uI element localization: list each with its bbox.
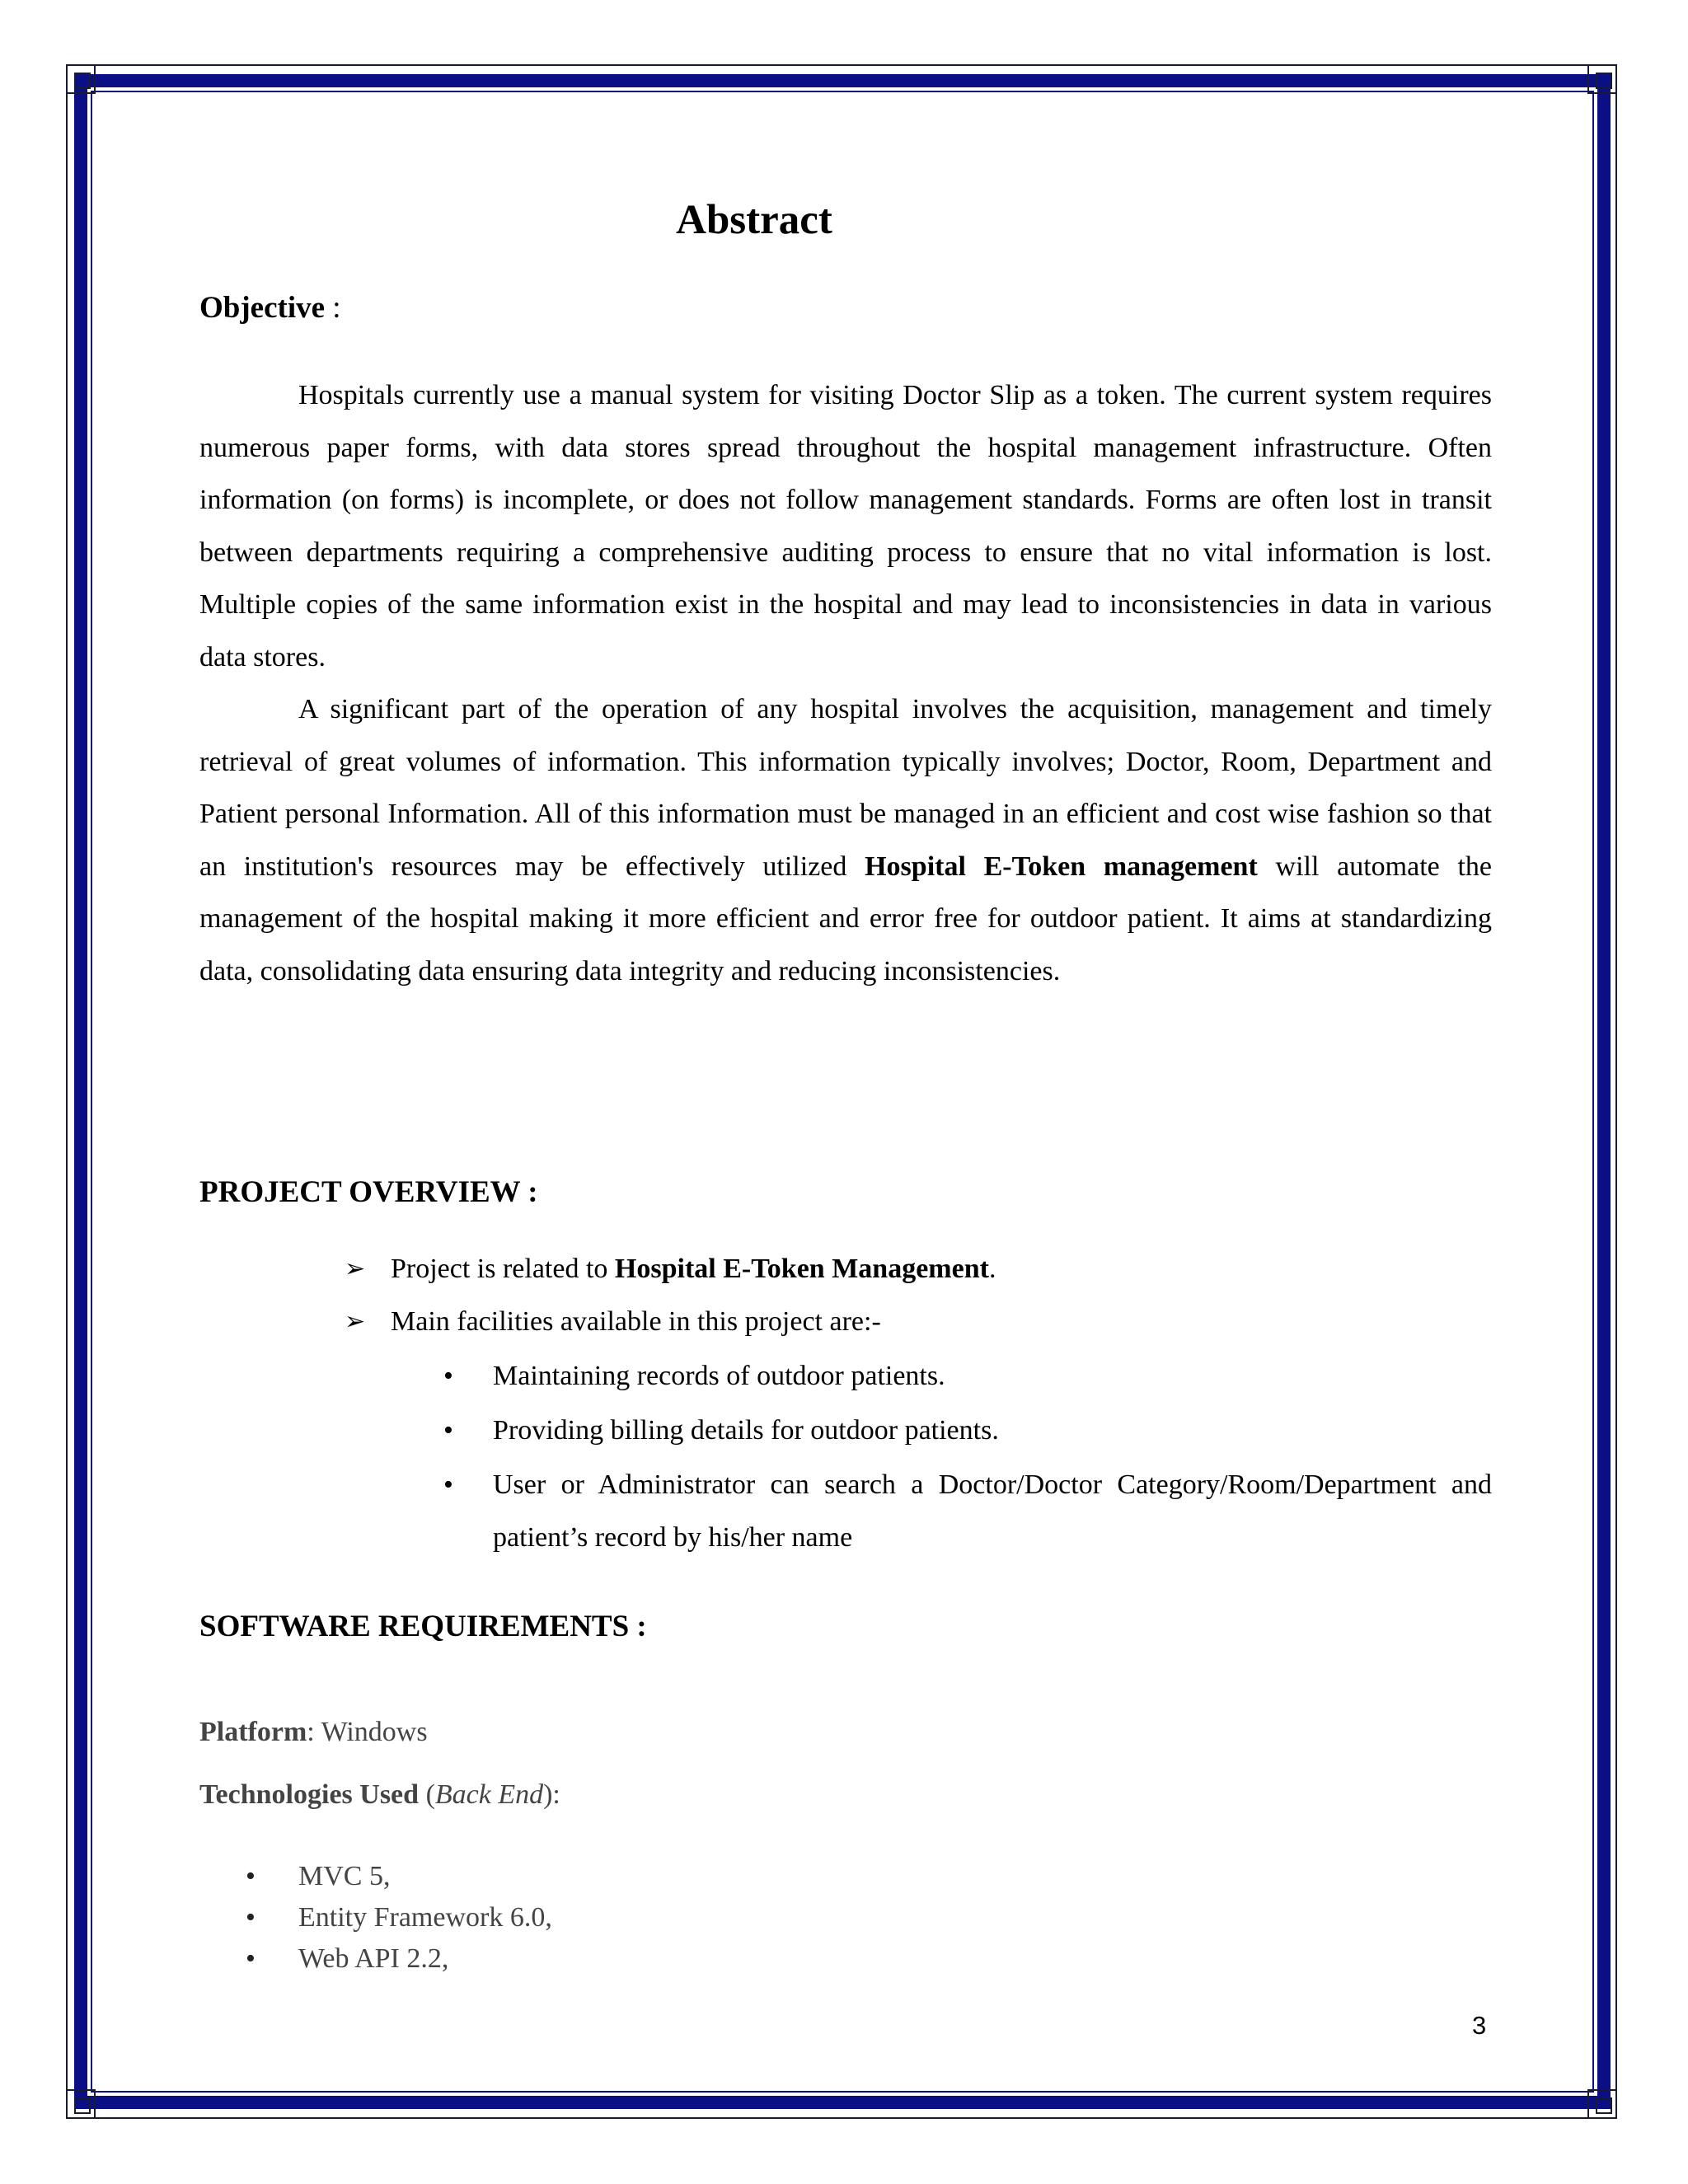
page-title: Abstract: [676, 197, 832, 243]
technology-item-text: Entity Framework 6.0,: [298, 1902, 552, 1933]
facility-item: [443, 1404, 1492, 1457]
overview-item-facilities-text: Main facilities available in this project are:-: [391, 1306, 881, 1337]
technologies-line: [199, 1779, 560, 1811]
objective-heading-colon: :: [325, 291, 341, 325]
technologies-label: Technologies Used: [199, 1779, 420, 1810]
technology-item: [246, 1938, 552, 1980]
arrow-bullet-icon: ➢: [345, 1307, 366, 1336]
bullet-dot-icon: •: [246, 1902, 256, 1933]
project-overview-heading: PROJECT OVERVIEW :: [199, 1175, 538, 1209]
objective-paragraph-1: [199, 369, 1492, 683]
arrow-bullet-icon: ➢: [345, 1254, 366, 1283]
facility-item-text: Maintaining records of outdoor patients.: [493, 1361, 945, 1391]
bullet-dot-icon: •: [246, 1943, 256, 1974]
overview-item-related-bold: Hospital E-Token Management: [614, 1254, 989, 1284]
technologies-paren-open: (: [419, 1779, 435, 1810]
border-corner-ornament: [1587, 64, 1617, 94]
bullet-dot-icon: •: [443, 1415, 453, 1446]
objective-paragraph-2-text-start: A significant part of the operation of any hospital involves the acquisition, management and timely retrieval of great volumes of information. This information typically involves; Doctor, Room, Department and Patient personal Information. All of this information must be managed in an efficient and cost wise fashion so that an institution's resources may be effectively utilized: [199, 694, 1492, 882]
bullet-dot-icon: •: [443, 1361, 453, 1391]
facility-item: [443, 1350, 1492, 1403]
platform-value: : Windows: [307, 1717, 428, 1747]
overview-item-related-text: Project is related to: [391, 1254, 615, 1284]
facility-item-text: User or Administrator can search a Doctor/Doctor Category/Room/Department and patient’s record by his/her name: [493, 1469, 1492, 1553]
overview-item-related-end: .: [988, 1254, 996, 1284]
objective-heading-label: Objective: [199, 291, 326, 325]
bullet-dot-icon: •: [246, 1861, 256, 1891]
technologies-backend-label: Back End: [434, 1779, 544, 1810]
technologies-paren-close: ):: [543, 1779, 560, 1810]
border-corner-ornament: [66, 2089, 96, 2119]
overview-arrow-list: [345, 1243, 996, 1348]
facility-item: [443, 1459, 1492, 1564]
facilities-list: [443, 1350, 1492, 1566]
technology-item-text: MVC 5,: [298, 1861, 391, 1891]
page-number: 3: [1472, 2011, 1487, 2040]
platform-line: [199, 1717, 428, 1748]
facility-item-text: Providing billing details for outdoor patients.: [493, 1415, 999, 1446]
bullet-dot-icon: •: [443, 1469, 453, 1500]
technology-item: [246, 1897, 552, 1938]
platform-label: Platform: [199, 1717, 307, 1747]
objective-paragraph-1-text: Hospitals currently use a manual system for visiting Doctor Slip as a token. The current system requires numerous paper forms, with data stores spread throughout the hospital management infrastructure. Often information (on forms) is incomplete, or does not follow management standards. Forms are often lost in transit between departments requiring a comprehensive auditing process to ensure that no vital information is lost. Multiple copies of the same information exist in the hospital and may lead to inconsistencies in data in various data stores.: [199, 380, 1492, 673]
objective-paragraph-2: [199, 683, 1492, 997]
technologies-list: [246, 1856, 552, 1980]
objective-paragraph-2-text-end: will automate the management of the hospital making it more efficient and error free for outdoor patient. It aims at standardizing data, consolidating data ensuring data integrity and reducing inconsistencies.: [199, 851, 1492, 987]
objective-paragraph-2-bold: Hospital E-Token management: [865, 851, 1258, 882]
overview-item-related: [345, 1243, 996, 1296]
border-corner-ornament: [1587, 2089, 1617, 2119]
border-corner-ornament: [66, 64, 96, 94]
technology-item-text: Web API 2.2,: [298, 1943, 449, 1974]
overview-item-facilities: [345, 1296, 996, 1348]
objective-heading: [199, 290, 341, 326]
software-requirements-heading: SOFTWARE REQUIREMENTS :: [199, 1610, 647, 1643]
technology-item: [246, 1856, 552, 1897]
